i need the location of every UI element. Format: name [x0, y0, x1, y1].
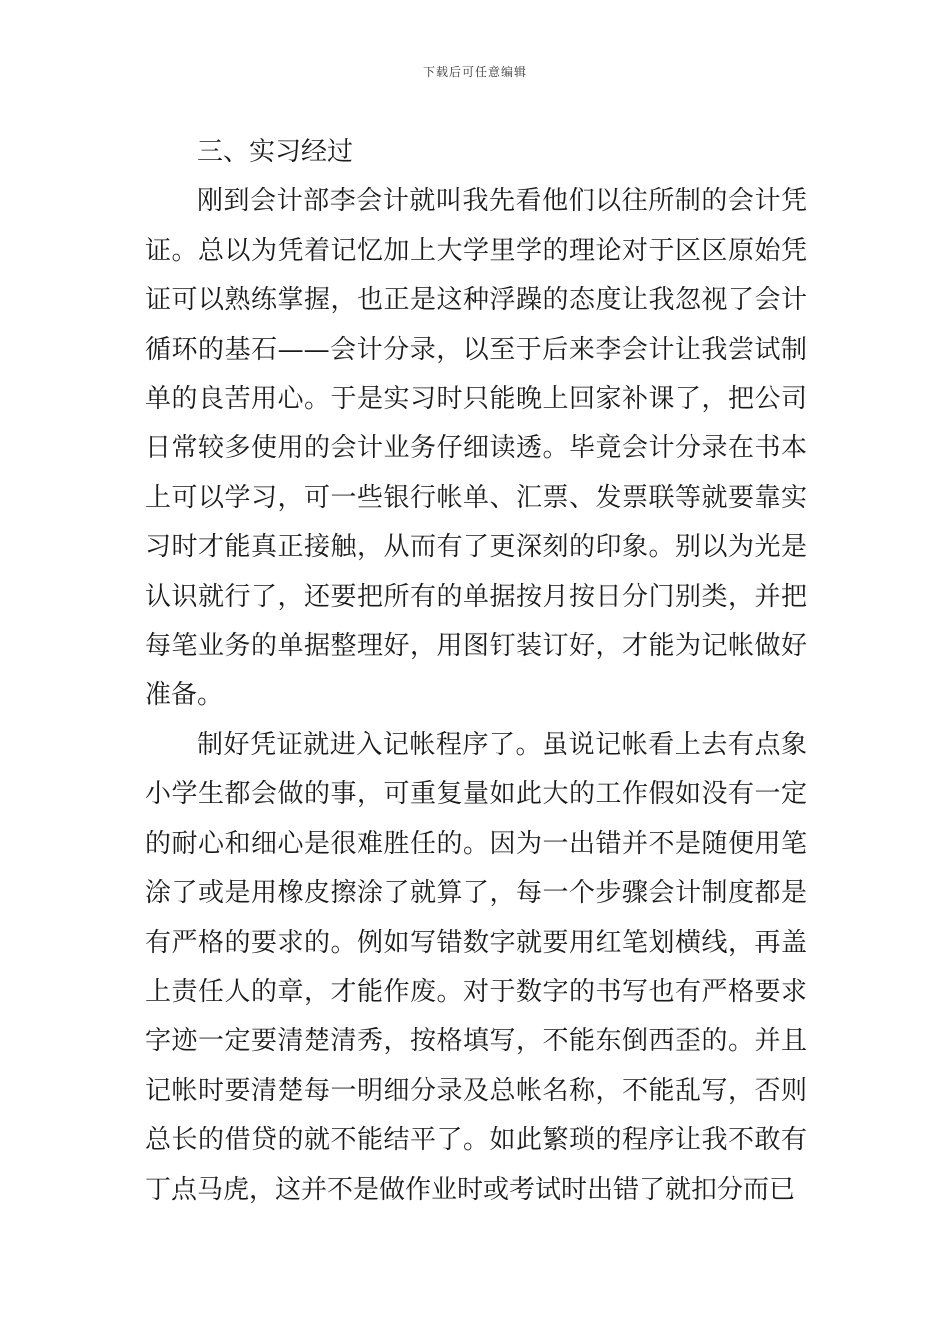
paragraph-2: 制好凭证就进入记帐程序了。虽说记帐看上去有点象小学生都会做的事，可重复量如此大的工作假如没有一定的耐心和细心是很难胜任的。因为一出错并不是随便用笔涂了或是用橡皮擦涂了就算了，每一个步骤会计制度都是有严格的要求的。例如写错数字就要用红笔划横线，再盖上责任人的章，才能作废。对于数字的书写也有严格要求字迹一定要清楚清秀，按格填写，不能东倒西歪的。并且记帐时要清楚每一明细分录及总帐名称，不能乱写，否则总长的借贷的就不能结平了。如此繁琐的程序让我不敢有丁点马虎，这并不是做作业时或考试时出错了就扣分而已 [145, 729, 807, 1205]
document-body [145, 128, 807, 1215]
paragraph-1: 刚到会计部李会计就叫我先看他们以往所制的会计凭证。总以为凭着记忆加上大学里学的理论对于区区原始凭证可以熟练掌握，也正是这种浮躁的态度让我忽视了会计循环的基石——会计分录，以至于后来李会计让我尝试制单的良苦用心。于是实习时只能晚上回家补课了，把公司日常较多使用的会计业务仔细读透。毕竟会计分录在书本上可以学习，可一些银行帐单、汇票、发票联等就要靠实习时才能真正接触，从而有了更深刻的印象。别以为光是认识就行了，还要把所有的单据按月按日分门别类，并把每笔业务的单据整理好，用图钉装订好，才能为记帐做好准备。 [145, 186, 807, 711]
header-note: 下载后可任意编辑 [422, 65, 527, 79]
section-heading: 三、实习经过 [197, 137, 354, 167]
